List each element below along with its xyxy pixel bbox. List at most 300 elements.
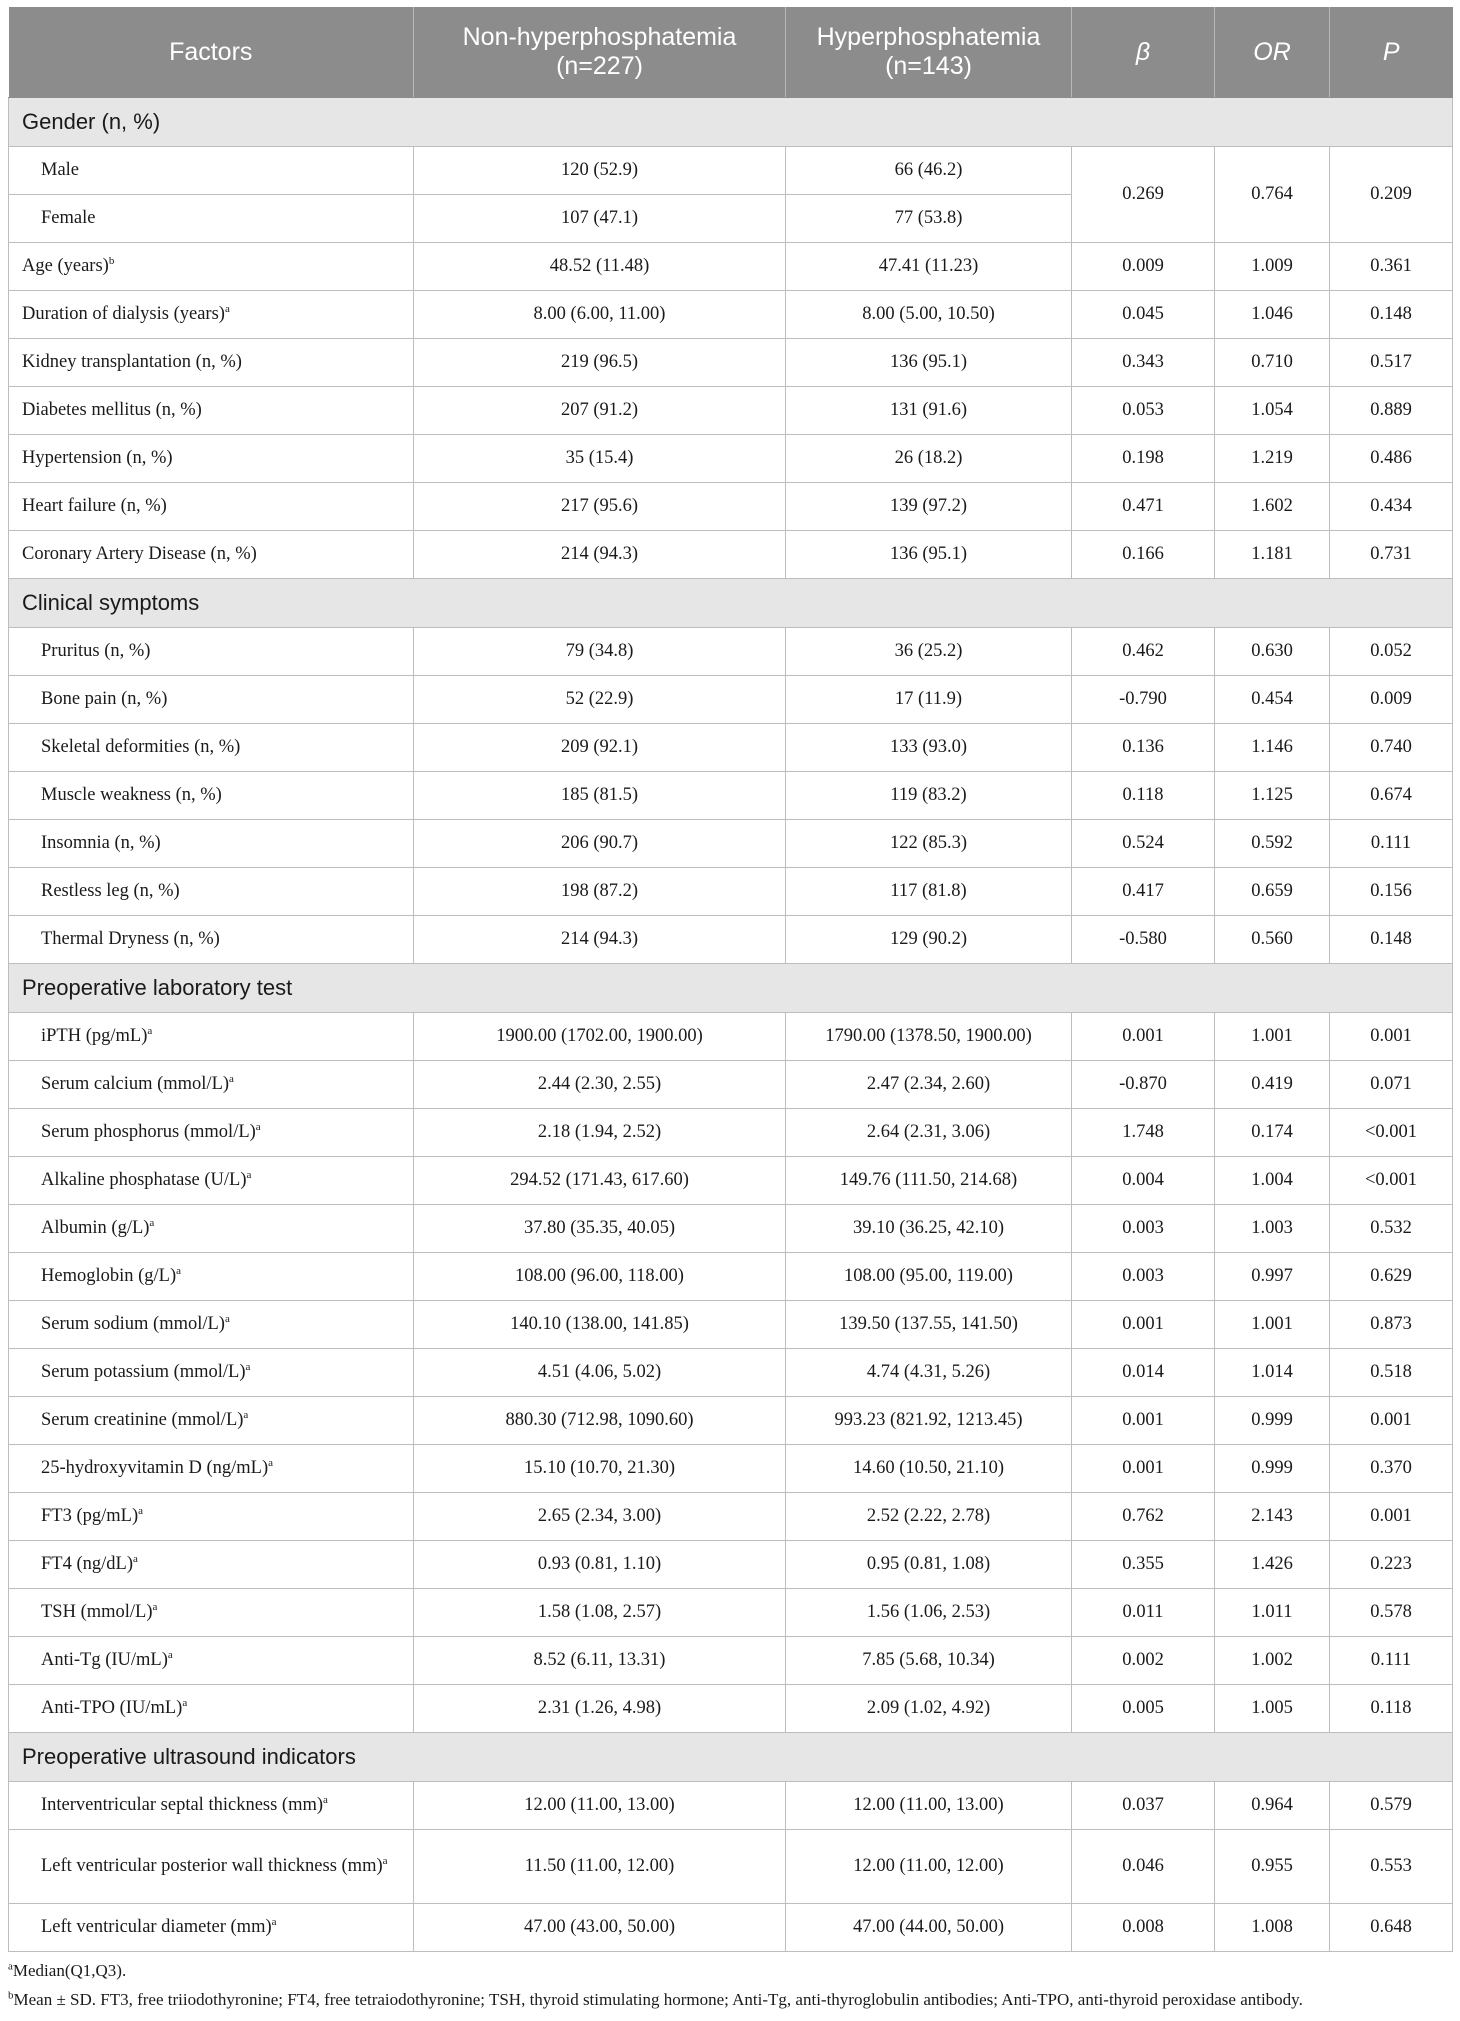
hyperphosphatemia-cell: 2.47 (2.34, 2.60) (786, 1061, 1072, 1109)
non-hyperphosphatemia-cell: 120 (52.9) (414, 147, 786, 195)
beta-cell: 0.269 (1072, 147, 1215, 243)
factor-label: FT3 (pg/mL) (41, 1506, 139, 1526)
footnote-marker: a (224, 302, 230, 315)
footnote-marker: a (271, 1915, 277, 1928)
non-hyperphosphatemia-cell: 37.80 (35.35, 40.05) (414, 1205, 786, 1253)
section-header-row (9, 1733, 1453, 1782)
or-cell: 0.764 (1215, 147, 1330, 243)
footnote-marker: a (268, 1456, 273, 1469)
p-cell: 0.111 (1330, 1637, 1453, 1685)
p-cell: 0.517 (1330, 339, 1453, 387)
p-cell: 0.361 (1330, 243, 1453, 291)
hyperphosphatemia-cell: 26 (18.2) (786, 435, 1072, 483)
factor-label: Bone pain (n, %) (41, 689, 168, 709)
p-cell: 0.873 (1330, 1301, 1453, 1349)
table-row (9, 1493, 1453, 1541)
factor-label: Skeletal deformities (n, %) (41, 737, 241, 757)
beta-cell: 0.008 (1072, 1904, 1215, 1952)
or-cell: 1.181 (1215, 531, 1330, 579)
section-title: Clinical symptoms (9, 579, 1453, 628)
non-hyperphosphatemia-cell: 35 (15.4) (414, 435, 786, 483)
factor-cell (9, 868, 414, 916)
beta-cell: -0.580 (1072, 916, 1215, 964)
non-hyperphosphatemia-cell: 2.18 (1.94, 2.52) (414, 1109, 786, 1157)
p-cell: 0.148 (1330, 291, 1453, 339)
factor-label: Coronary Artery Disease (n, %) (22, 544, 257, 564)
table-row (9, 1830, 1453, 1904)
or-cell: 1.003 (1215, 1205, 1330, 1253)
or-cell: 1.602 (1215, 483, 1330, 531)
non-hyperphosphatemia-cell: 8.00 (6.00, 11.00) (414, 291, 786, 339)
table-row (9, 1349, 1453, 1397)
p-cell: 0.553 (1330, 1830, 1453, 1904)
non-hyperphosphatemia-cell: 214 (94.3) (414, 531, 786, 579)
table-row (9, 483, 1453, 531)
factor-cell (9, 1061, 414, 1109)
footnote-marker: a (255, 1120, 261, 1133)
footnote-text: Median(Q1,Q3). (12, 1961, 127, 1980)
table-row (9, 676, 1453, 724)
hyperphosphatemia-cell: 17 (11.9) (786, 676, 1072, 724)
beta-cell: 0.417 (1072, 868, 1215, 916)
factor-label: 25-hydroxyvitamin D (ng/mL) (41, 1458, 269, 1478)
table-row (9, 1253, 1453, 1301)
table-row (9, 1685, 1453, 1733)
p-cell: 0.889 (1330, 387, 1453, 435)
factor-cell (9, 1445, 414, 1493)
header-row (9, 7, 1453, 98)
or-cell: 0.999 (1215, 1397, 1330, 1445)
table-row (9, 724, 1453, 772)
section-title: Preoperative ultrasound indicators (9, 1733, 1453, 1782)
factor-cell (9, 1493, 414, 1541)
beta-cell: 0.343 (1072, 339, 1215, 387)
table-row (9, 1013, 1453, 1061)
factor-label: Thermal Dryness (n, %) (41, 929, 220, 949)
non-hyperphosphatemia-cell: 1.58 (1.08, 2.57) (414, 1589, 786, 1637)
hyperphosphatemia-cell: 2.09 (1.02, 4.92) (786, 1685, 1072, 1733)
factor-label: Pruritus (n, %) (41, 641, 151, 661)
footnote-marker: a (147, 1024, 153, 1037)
footnote (8, 1985, 1452, 2014)
table-row (9, 1205, 1453, 1253)
beta-cell: 0.002 (1072, 1637, 1215, 1685)
factor-label: Hemoglobin (g/L) (41, 1266, 177, 1286)
factor-cell (9, 820, 414, 868)
or-cell: 1.146 (1215, 724, 1330, 772)
or-cell: 0.999 (1215, 1445, 1330, 1493)
table-row (9, 291, 1453, 339)
factor-cell (9, 1685, 414, 1733)
factor-cell (9, 147, 414, 195)
hyperphosphatemia-cell: 7.85 (5.68, 10.34) (786, 1637, 1072, 1685)
factor-cell (9, 483, 414, 531)
factor-cell (9, 1541, 414, 1589)
beta-cell: 0.005 (1072, 1685, 1215, 1733)
factor-label: Male (41, 160, 80, 180)
beta-cell: 0.001 (1072, 1013, 1215, 1061)
p-cell: 0.648 (1330, 1904, 1453, 1952)
non-hyperphosphatemia-cell: 206 (90.7) (414, 820, 786, 868)
or-cell: 1.004 (1215, 1157, 1330, 1205)
or-cell: 1.001 (1215, 1013, 1330, 1061)
factor-label: Left ventricular diameter (mm) (41, 1917, 272, 1937)
factor-label: Serum potassium (mmol/L) (41, 1362, 246, 1382)
or-cell: 2.143 (1215, 1493, 1330, 1541)
p-cell: 0.009 (1330, 676, 1453, 724)
factor-cell (9, 195, 414, 243)
beta-cell: 0.118 (1072, 772, 1215, 820)
beta-cell: 0.053 (1072, 387, 1215, 435)
non-hyperphosphatemia-cell: 108.00 (96.00, 118.00) (414, 1253, 786, 1301)
factor-cell (9, 1157, 414, 1205)
table-row (9, 772, 1453, 820)
p-cell: 0.118 (1330, 1685, 1453, 1733)
hyperphosphatemia-cell: 66 (46.2) (786, 147, 1072, 195)
non-hyperphosphatemia-cell: 47.00 (43.00, 50.00) (414, 1904, 786, 1952)
factors-table (8, 7, 1453, 1952)
hyperphosphatemia-cell: 47.00 (44.00, 50.00) (786, 1904, 1072, 1952)
footnote (8, 1956, 1452, 1985)
factor-label: iPTH (pg/mL) (41, 1026, 148, 1046)
p-cell: 0.071 (1330, 1061, 1453, 1109)
beta-cell: 0.011 (1072, 1589, 1215, 1637)
factor-label: Serum calcium (mmol/L) (41, 1074, 230, 1094)
factor-cell (9, 339, 414, 387)
hyperphosphatemia-cell: 133 (93.0) (786, 724, 1072, 772)
factor-label: Serum creatinine (mmol/L) (41, 1410, 244, 1430)
or-cell: 1.426 (1215, 1541, 1330, 1589)
hyperphosphatemia-cell: 139.50 (137.55, 141.50) (786, 1301, 1072, 1349)
footnote-marker: a (132, 1552, 138, 1565)
factor-label: Diabetes mellitus (n, %) (22, 400, 202, 420)
factor-cell (9, 1830, 414, 1904)
table-row (9, 1782, 1453, 1830)
factor-cell (9, 772, 414, 820)
beta-cell: 0.009 (1072, 243, 1215, 291)
hyperphosphatemia-cell: 1.56 (1.06, 2.53) (786, 1589, 1072, 1637)
p-cell: 0.001 (1330, 1013, 1453, 1061)
non-hyperphosphatemia-cell: 0.93 (0.81, 1.10) (414, 1541, 786, 1589)
beta-cell: 1.748 (1072, 1109, 1215, 1157)
factor-label: Left ventricular posterior wall thickness (mm) (41, 1856, 383, 1876)
hyperphosphatemia-cell: 47.41 (11.23) (786, 243, 1072, 291)
p-cell: 0.740 (1330, 724, 1453, 772)
hyperphosphatemia-cell: 8.00 (5.00, 10.50) (786, 291, 1072, 339)
or-cell: 1.219 (1215, 435, 1330, 483)
table-row (9, 1589, 1453, 1637)
table-row (9, 628, 1453, 676)
factor-cell (9, 676, 414, 724)
footnote-marker: a (152, 1600, 158, 1613)
factor-cell (9, 1205, 414, 1253)
factor-label: Albumin (g/L) (41, 1218, 150, 1238)
or-cell: 1.125 (1215, 772, 1330, 820)
p-cell: 0.486 (1330, 435, 1453, 483)
footnote-marker: a (182, 1696, 188, 1709)
beta-cell: 0.166 (1072, 531, 1215, 579)
factor-cell (9, 387, 414, 435)
non-hyperphosphatemia-cell: 12.00 (11.00, 13.00) (414, 1782, 786, 1830)
non-hyperphosphatemia-cell: 217 (95.6) (414, 483, 786, 531)
factor-cell (9, 1637, 414, 1685)
or-cell: 0.710 (1215, 339, 1330, 387)
p-cell: 0.518 (1330, 1349, 1453, 1397)
factor-label: Muscle weakness (n, %) (41, 785, 222, 805)
non-hyperphosphatemia-cell: 219 (96.5) (414, 339, 786, 387)
non-hyperphosphatemia-cell: 15.10 (10.70, 21.30) (414, 1445, 786, 1493)
table-row (9, 916, 1453, 964)
p-cell: 0.001 (1330, 1397, 1453, 1445)
hyperphosphatemia-cell: 993.23 (821.92, 1213.45) (786, 1397, 1072, 1445)
beta-cell: 0.004 (1072, 1157, 1215, 1205)
or-cell: 0.964 (1215, 1782, 1330, 1830)
p-cell: <0.001 (1330, 1109, 1453, 1157)
footnote-marker: a (138, 1504, 144, 1517)
footnotes (8, 1956, 1452, 2014)
hyperphosphatemia-cell: 131 (91.6) (786, 387, 1072, 435)
p-cell: 0.223 (1330, 1541, 1453, 1589)
table-body (9, 98, 1453, 1952)
non-hyperphosphatemia-cell: 79 (34.8) (414, 628, 786, 676)
table-row (9, 1061, 1453, 1109)
hyperphosphatemia-cell: 4.74 (4.31, 5.26) (786, 1349, 1072, 1397)
header-factors: Factors (9, 7, 414, 98)
table-row (9, 868, 1453, 916)
beta-cell: 0.003 (1072, 1253, 1215, 1301)
factor-cell (9, 1109, 414, 1157)
footnote-marker: a (176, 1264, 182, 1277)
non-hyperphosphatemia-cell: 207 (91.2) (414, 387, 786, 435)
table-row (9, 435, 1453, 483)
beta-cell: 0.003 (1072, 1205, 1215, 1253)
hyperphosphatemia-cell: 36 (25.2) (786, 628, 1072, 676)
hyperphosphatemia-cell: 136 (95.1) (786, 531, 1072, 579)
p-cell: 0.370 (1330, 1445, 1453, 1493)
table-row (9, 1904, 1453, 1952)
section-title: Preoperative laboratory test (9, 964, 1453, 1013)
p-cell: 0.111 (1330, 820, 1453, 868)
or-cell: 0.560 (1215, 916, 1330, 964)
footnote-marker: a (224, 1312, 230, 1325)
non-hyperphosphatemia-cell: 8.52 (6.11, 13.31) (414, 1637, 786, 1685)
footnote-marker: a (243, 1408, 249, 1421)
table-row (9, 1301, 1453, 1349)
header-beta: β (1072, 7, 1215, 98)
table-row (9, 531, 1453, 579)
factor-label: Alkaline phosphatase (U/L) (41, 1170, 247, 1190)
factor-label: Female (41, 208, 96, 228)
factor-cell (9, 1904, 414, 1952)
beta-cell: 0.045 (1072, 291, 1215, 339)
hyperphosphatemia-cell: 119 (83.2) (786, 772, 1072, 820)
factor-label: Anti-Tg (IU/mL) (41, 1650, 168, 1670)
hyperphosphatemia-cell: 136 (95.1) (786, 339, 1072, 387)
factor-label: Heart failure (n, %) (22, 496, 167, 516)
table-row (9, 1109, 1453, 1157)
p-cell: 0.052 (1330, 628, 1453, 676)
factor-cell (9, 1589, 414, 1637)
hyperphosphatemia-cell: 129 (90.2) (786, 916, 1072, 964)
footnote-marker: a (8, 1960, 13, 1973)
hyperphosphatemia-cell: 2.64 (2.31, 3.06) (786, 1109, 1072, 1157)
non-hyperphosphatemia-cell: 1900.00 (1702.00, 1900.00) (414, 1013, 786, 1061)
or-cell: 1.001 (1215, 1301, 1330, 1349)
hyperphosphatemia-cell: 139 (97.2) (786, 483, 1072, 531)
non-hyperphosphatemia-cell: 2.65 (2.34, 3.00) (414, 1493, 786, 1541)
beta-cell: 0.001 (1072, 1301, 1215, 1349)
p-cell: 0.629 (1330, 1253, 1453, 1301)
or-cell: 1.008 (1215, 1904, 1330, 1952)
factor-label: Kidney transplantation (n, %) (22, 352, 242, 372)
p-cell: 0.001 (1330, 1493, 1453, 1541)
non-hyperphosphatemia-cell: 140.10 (138.00, 141.85) (414, 1301, 786, 1349)
beta-cell: 0.001 (1072, 1445, 1215, 1493)
footnote-marker: a (149, 1216, 155, 1229)
or-cell: 0.592 (1215, 820, 1330, 868)
beta-cell: 0.462 (1072, 628, 1215, 676)
factor-cell (9, 243, 414, 291)
p-cell: 0.579 (1330, 1782, 1453, 1830)
factor-cell (9, 1349, 414, 1397)
factor-cell (9, 291, 414, 339)
header-non-hyperphosphatemia: Non-hyperphosphatemia (n=227) (414, 7, 786, 98)
table-container (8, 7, 1452, 2014)
or-cell: 1.014 (1215, 1349, 1330, 1397)
beta-cell: 0.471 (1072, 483, 1215, 531)
factor-cell (9, 916, 414, 964)
non-hyperphosphatemia-cell: 2.31 (1.26, 4.98) (414, 1685, 786, 1733)
non-hyperphosphatemia-cell: 880.30 (712.98, 1090.60) (414, 1397, 786, 1445)
factor-cell (9, 628, 414, 676)
table-row (9, 339, 1453, 387)
beta-cell: 0.014 (1072, 1349, 1215, 1397)
hyperphosphatemia-cell: 0.95 (0.81, 1.08) (786, 1541, 1072, 1589)
p-cell: 0.434 (1330, 483, 1453, 531)
table-row (9, 820, 1453, 868)
factor-label: Insomnia (n, %) (41, 833, 161, 853)
factor-label: TSH (mmol/L) (41, 1602, 153, 1622)
p-cell: <0.001 (1330, 1157, 1453, 1205)
non-hyperphosphatemia-cell: 185 (81.5) (414, 772, 786, 820)
p-cell: 0.578 (1330, 1589, 1453, 1637)
or-cell: 0.659 (1215, 868, 1330, 916)
header-hyperphosphatemia: Hyperphosphatemia (n=143) (786, 7, 1072, 98)
or-cell: 1.005 (1215, 1685, 1330, 1733)
factor-cell (9, 435, 414, 483)
factor-label: Hypertension (n, %) (22, 448, 173, 468)
table-row (9, 1397, 1453, 1445)
p-cell: 0.731 (1330, 531, 1453, 579)
footnote-marker: a (245, 1360, 251, 1373)
non-hyperphosphatemia-cell: 294.52 (171.43, 617.60) (414, 1157, 786, 1205)
p-cell: 0.148 (1330, 916, 1453, 964)
hyperphosphatemia-cell: 122 (85.3) (786, 820, 1072, 868)
section-header-row (9, 964, 1453, 1013)
beta-cell: -0.870 (1072, 1061, 1215, 1109)
non-hyperphosphatemia-cell: 214 (94.3) (414, 916, 786, 964)
factor-cell (9, 531, 414, 579)
p-cell: 0.209 (1330, 147, 1453, 243)
p-cell: 0.156 (1330, 868, 1453, 916)
hyperphosphatemia-cell: 39.10 (36.25, 42.10) (786, 1205, 1072, 1253)
footnote-marker: a (229, 1072, 234, 1085)
or-cell: 1.011 (1215, 1589, 1330, 1637)
table-row (9, 1541, 1453, 1589)
table-row (9, 243, 1453, 291)
footnote-marker: b (108, 254, 115, 267)
table-row (9, 1157, 1453, 1205)
beta-cell: 0.001 (1072, 1397, 1215, 1445)
table-row (9, 1445, 1453, 1493)
table-row (9, 147, 1453, 195)
non-hyperphosphatemia-cell: 209 (92.1) (414, 724, 786, 772)
factor-cell (9, 724, 414, 772)
beta-cell: -0.790 (1072, 676, 1215, 724)
section-header-row (9, 98, 1453, 147)
table-row (9, 387, 1453, 435)
section-header-row (9, 579, 1453, 628)
beta-cell: 0.037 (1072, 1782, 1215, 1830)
or-cell: 1.002 (1215, 1637, 1330, 1685)
or-cell: 0.174 (1215, 1109, 1330, 1157)
beta-cell: 0.198 (1072, 435, 1215, 483)
factor-label: FT4 (ng/dL) (41, 1554, 133, 1574)
beta-cell: 0.355 (1072, 1541, 1215, 1589)
factor-label: Serum sodium (mmol/L) (41, 1314, 225, 1334)
beta-cell: 0.046 (1072, 1830, 1215, 1904)
footnote-text: Mean ± SD. FT3, free triiodothyronine; FT4, free tetraiodothyronine; TSH, thyroid stimulating hormone; Anti-Tg, anti-thyroglobulin antibodies; Anti-TPO, anti-thyroid peroxidase antibody. (13, 1990, 1303, 2009)
factor-cell (9, 1782, 414, 1830)
hyperphosphatemia-cell: 77 (53.8) (786, 195, 1072, 243)
or-cell: 0.454 (1215, 676, 1330, 724)
non-hyperphosphatemia-cell: 48.52 (11.48) (414, 243, 786, 291)
factor-label: Restless leg (n, %) (41, 881, 180, 901)
beta-cell: 0.524 (1072, 820, 1215, 868)
non-hyperphosphatemia-cell: 107 (47.1) (414, 195, 786, 243)
footnote-marker: a (167, 1648, 173, 1661)
or-cell: 1.054 (1215, 387, 1330, 435)
non-hyperphosphatemia-cell: 52 (22.9) (414, 676, 786, 724)
hyperphosphatemia-cell: 1790.00 (1378.50, 1900.00) (786, 1013, 1072, 1061)
or-cell: 1.009 (1215, 243, 1330, 291)
hyperphosphatemia-cell: 14.60 (10.50, 21.10) (786, 1445, 1072, 1493)
factor-label: Interventricular septal thickness (mm) (41, 1795, 324, 1815)
p-cell: 0.674 (1330, 772, 1453, 820)
factor-label: Age (years) (22, 256, 109, 276)
factor-label: Anti-TPO (IU/mL) (41, 1698, 183, 1718)
or-cell: 0.955 (1215, 1830, 1330, 1904)
or-cell: 0.997 (1215, 1253, 1330, 1301)
p-cell: 0.532 (1330, 1205, 1453, 1253)
factor-cell (9, 1253, 414, 1301)
beta-cell: 0.136 (1072, 724, 1215, 772)
hyperphosphatemia-cell: 2.52 (2.22, 2.78) (786, 1493, 1072, 1541)
non-hyperphosphatemia-cell: 198 (87.2) (414, 868, 786, 916)
hyperphosphatemia-cell: 12.00 (11.00, 13.00) (786, 1782, 1072, 1830)
factor-cell (9, 1397, 414, 1445)
footnote-marker: a (246, 1168, 252, 1181)
hyperphosphatemia-cell: 117 (81.8) (786, 868, 1072, 916)
hyperphosphatemia-cell: 12.00 (11.00, 12.00) (786, 1830, 1072, 1904)
footnote-marker: a (382, 1854, 388, 1867)
non-hyperphosphatemia-cell: 11.50 (11.00, 12.00) (414, 1830, 786, 1904)
footnote-marker: b (8, 1989, 14, 2002)
or-cell: 1.046 (1215, 291, 1330, 339)
footnote-marker: a (323, 1793, 328, 1806)
hyperphosphatemia-cell: 149.76 (111.50, 214.68) (786, 1157, 1072, 1205)
factor-cell (9, 1301, 414, 1349)
